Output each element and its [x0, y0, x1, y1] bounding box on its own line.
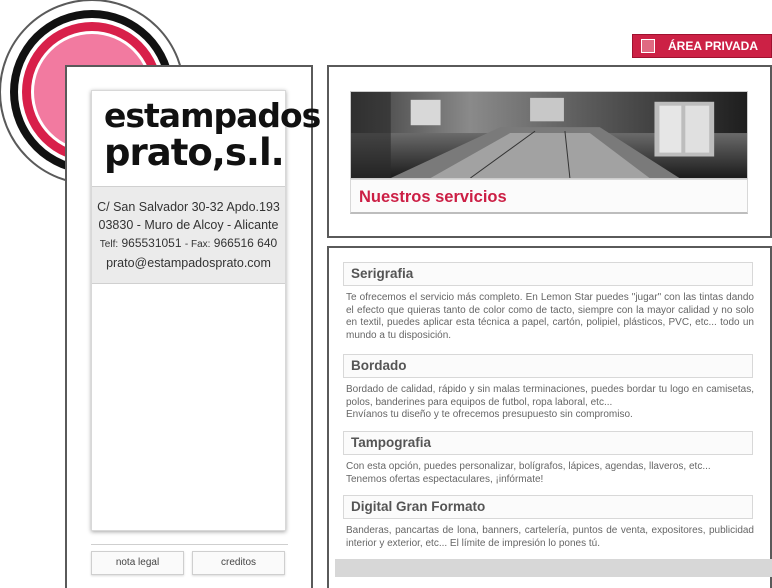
service-description-bordado-line1: Bordado de calidad, rápido y sin malas terminaciones, puedes bordar tu logo en camisetas, polos, banderines para equipos de futbol, ropa laboral, etc... — [346, 384, 754, 408]
service-description-digital: Banderas, pancartas de lona, banners, cartelería, puntos de venta, expositores, publicidad interior y exterior, etc... El límite de impresión lo pones tú. — [346, 525, 754, 549]
company-name-line1: estampados — [104, 96, 321, 135]
contact-city: 03830 - Muro de Alcoy - Alicante — [98, 218, 279, 232]
service-description-serigrafia: Te ofrecemos el servicio más completo. En Lemon Star puedes "jugar" con las tintas dando el efecto que quieras tanto de color como de tacto, siempre con la mayor calidad y no solo en textil, puedes aplicar esta técnica a papel, cartón, polipiel, plásticos, PVC, etc... todo un mundo a tu disposición. — [346, 292, 754, 341]
nota-legal-button[interactable]: nota legal — [91, 551, 184, 575]
contact-address: C/ San Salvador 30-32 Apdo.193 — [97, 200, 280, 214]
brand-card — [91, 90, 321, 531]
tel-number: 965531051 — [121, 236, 182, 250]
services-bottom-bar — [335, 559, 772, 577]
service-title-tampografia: Tampografia — [343, 431, 753, 455]
workshop-banner-image — [350, 91, 748, 179]
service-description-bordado-line2: Envíanos tu diseño y te ofrecemos presupuesto sin compromiso. — [346, 409, 633, 420]
service-description-tampografia-line2: Tenemos ofertas espectaculares, ¡infórmate! — [346, 473, 544, 485]
section-title-box — [350, 179, 748, 214]
header-panel — [327, 65, 772, 238]
service-description-tampografia — [346, 461, 754, 486]
contact-email[interactable]: prato@estampadosprato.com — [106, 256, 271, 270]
contact-box — [92, 186, 285, 284]
service-description-tampografia-line1: Con esta opción, puedes personalizar, bolígrafos, lápices, agendas, llaveros, etc... — [346, 461, 711, 472]
fax-label: - Fax: — [184, 239, 211, 250]
fax-number: 966516 640 — [213, 236, 278, 250]
service-title-bordado: Bordado — [343, 354, 753, 378]
footer-divider — [91, 544, 288, 545]
private-area-button[interactable] — [632, 34, 772, 58]
service-title-digital: Digital Gran Formato — [343, 495, 753, 519]
service-description-bordado — [346, 384, 754, 422]
private-area-label: ÁREA PRIVADA — [668, 39, 759, 53]
creditos-button[interactable]: creditos — [192, 551, 285, 575]
lock-icon — [641, 39, 655, 53]
tel-label: Telf: — [99, 239, 119, 250]
company-name-line2: prato,s.l. — [104, 131, 284, 174]
section-title: Nuestros servicios — [359, 188, 507, 206]
company-logo[interactable] — [92, 91, 321, 186]
contact-phone — [92, 234, 285, 254]
service-title-serigrafia: Serigrafia — [343, 262, 753, 286]
